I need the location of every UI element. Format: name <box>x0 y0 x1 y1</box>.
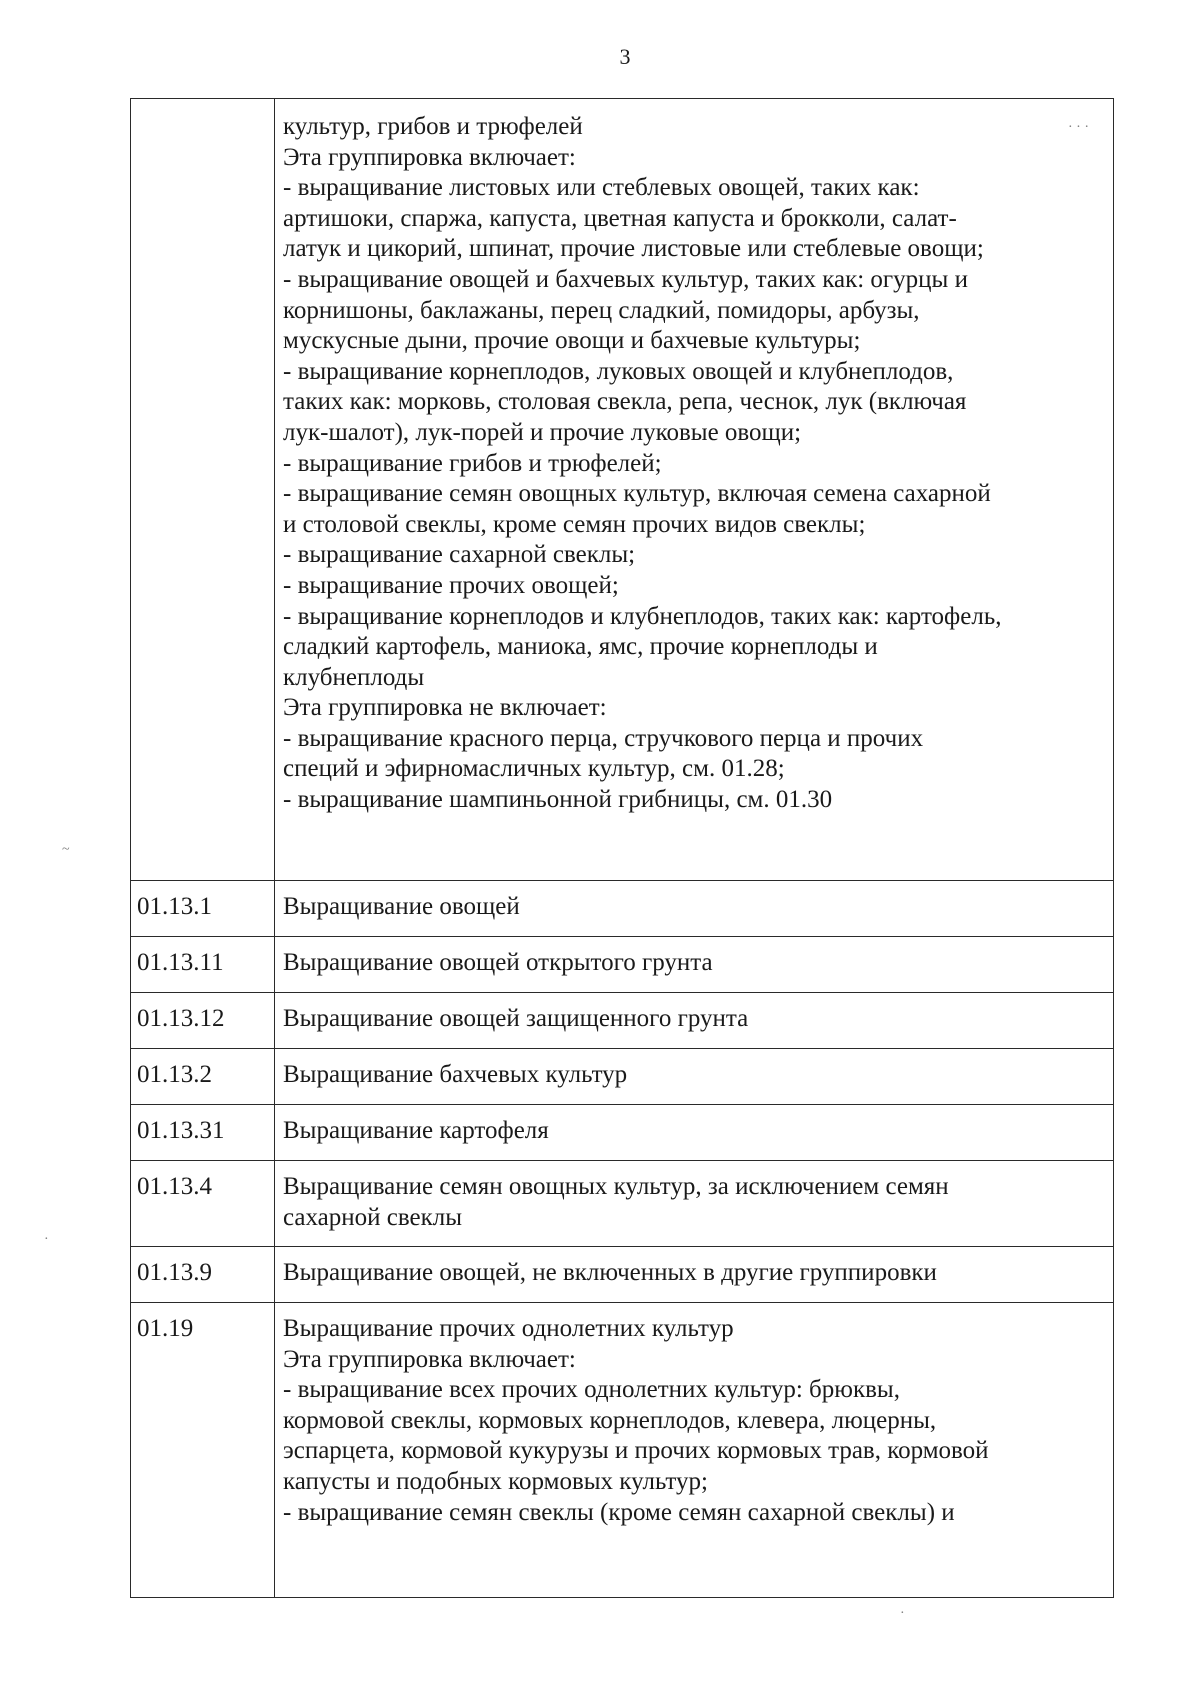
description-line: - выращивание красного перца, стручкового перца и прочих <box>283 724 924 752</box>
table-row <box>131 99 1114 881</box>
description-line: культур, грибов и трюфелей <box>283 113 583 140</box>
description-line: таких как: морковь, столовая свекла, репа, чеснок, лук (включая <box>283 388 967 416</box>
description-line: Выращивание картофеля <box>283 1117 549 1144</box>
description-line: специй и эфирномасличных культур, см. 01.28; <box>283 755 785 783</box>
description-line: - выращивание листовых или стеблевых овощей, таких как: <box>283 174 920 202</box>
scan-speck: ~ <box>62 842 70 857</box>
description-line: - выращивание семян овощных культур, включая семена сахарной <box>283 480 991 508</box>
scan-speck: · <box>900 1606 905 1621</box>
code-cell: 01.13.11 <box>131 937 275 993</box>
description-cell <box>275 1161 1114 1247</box>
page-number: 3 <box>619 44 631 69</box>
description-line: - выращивание корнеплодов и клубнеплодов, таких как: картофель, <box>283 602 1002 630</box>
description-line: - выращивание грибов и трюфелей; <box>283 449 662 477</box>
description-line: Выращивание овощей защищенного грунта <box>283 1005 749 1032</box>
table-row <box>131 937 1114 993</box>
description-line: кормовой свеклы, кормовых корнеплодов, клевера, люцерны, <box>283 1406 937 1434</box>
description-line: лук-шалот), лук-порей и прочие луковые овощи; <box>283 418 802 446</box>
code-cell: 01.13.2 <box>131 1049 275 1105</box>
description-line: и столовой свеклы, кроме семян прочих видов свеклы; <box>283 510 866 538</box>
code-cell: 01.13.31 <box>131 1105 275 1161</box>
description-line: Выращивание овощей <box>283 893 520 920</box>
description-line: мускусные дыни, прочие овощи и бахчевые культуры; <box>283 327 861 355</box>
code-cell: 01.19 <box>131 1303 275 1598</box>
table-row <box>131 993 1114 1049</box>
description-cell <box>275 1105 1114 1161</box>
description-line: латук и цикорий, шпинат, прочие листовые или стеблевые овощи; <box>283 235 984 263</box>
description-line: Эта группировка не включает: <box>283 694 607 722</box>
description-cell <box>275 1247 1114 1303</box>
description-line: Выращивание овощей, не включенных в другие группировки <box>283 1259 937 1286</box>
description-line: Выращивание прочих однолетних культур <box>283 1315 734 1342</box>
description-line: Выращивание семян овощных культур, за исключением семян <box>283 1173 949 1200</box>
code-cell: 01.13.12 <box>131 993 275 1049</box>
table-row <box>131 1161 1114 1247</box>
table-row <box>131 1105 1114 1161</box>
code-cell: 01.13.9 <box>131 1247 275 1303</box>
description-line: корнишоны, баклажаны, перец сладкий, помидоры, арбузы, <box>283 296 920 324</box>
description-line: - выращивание всех прочих однолетних культур: брюквы, <box>283 1376 900 1404</box>
classifier-table-body <box>131 99 1114 1598</box>
description-cell <box>275 1049 1114 1105</box>
description-line: Выращивание бахчевых культур <box>283 1061 628 1088</box>
description-line: - выращивание сахарной свеклы; <box>283 541 636 569</box>
description-line: - выращивание прочих овощей; <box>283 571 619 599</box>
description-line: Эта группировка включает: <box>283 143 576 171</box>
code-cell: 01.13.4 <box>131 1161 275 1247</box>
description-line: капусты и подобных кормовых культур; <box>283 1467 708 1495</box>
description-cell <box>275 937 1114 993</box>
description-cell <box>275 881 1114 937</box>
description-line: сладкий картофель, маниока, ямс, прочие корнеплоды и <box>283 633 878 661</box>
description-line: Выращивание овощей открытого грунта <box>283 949 713 976</box>
description-line: - выращивание семян свеклы (кроме семян сахарной свеклы) и <box>283 1498 955 1526</box>
description-cell <box>275 99 1114 881</box>
table-row <box>131 881 1114 937</box>
table-row <box>131 1247 1114 1303</box>
description-line: Эта группировка включает: <box>283 1345 576 1373</box>
table-row <box>131 1303 1114 1598</box>
description-line: клубнеплоды <box>283 663 425 691</box>
description-cell <box>275 1303 1114 1598</box>
code-cell: 01.13.1 <box>131 881 275 937</box>
scan-speck: · <box>44 1232 49 1247</box>
code-cell <box>131 99 275 881</box>
description-line: сахарной свеклы <box>283 1203 463 1231</box>
table-row <box>131 1049 1114 1105</box>
description-line: - выращивание шампиньонной грибницы, см. 01.30 <box>283 786 833 814</box>
scan-speck: · · · <box>1068 120 1089 135</box>
description-line: - выращивание овощей и бахчевых культур, таких как: огурцы и <box>283 265 968 293</box>
description-line: артишоки, спаржа, капуста, цветная капуста и брокколи, салат- <box>283 204 957 232</box>
classifier-table <box>130 98 1114 1598</box>
description-line: - выращивание корнеплодов, луковых овощей и клубнеплодов, <box>283 357 954 385</box>
description-cell <box>275 993 1114 1049</box>
description-line: эспарцета, кормовой кукурузы и прочих кормовых трав, кормовой <box>283 1437 989 1465</box>
